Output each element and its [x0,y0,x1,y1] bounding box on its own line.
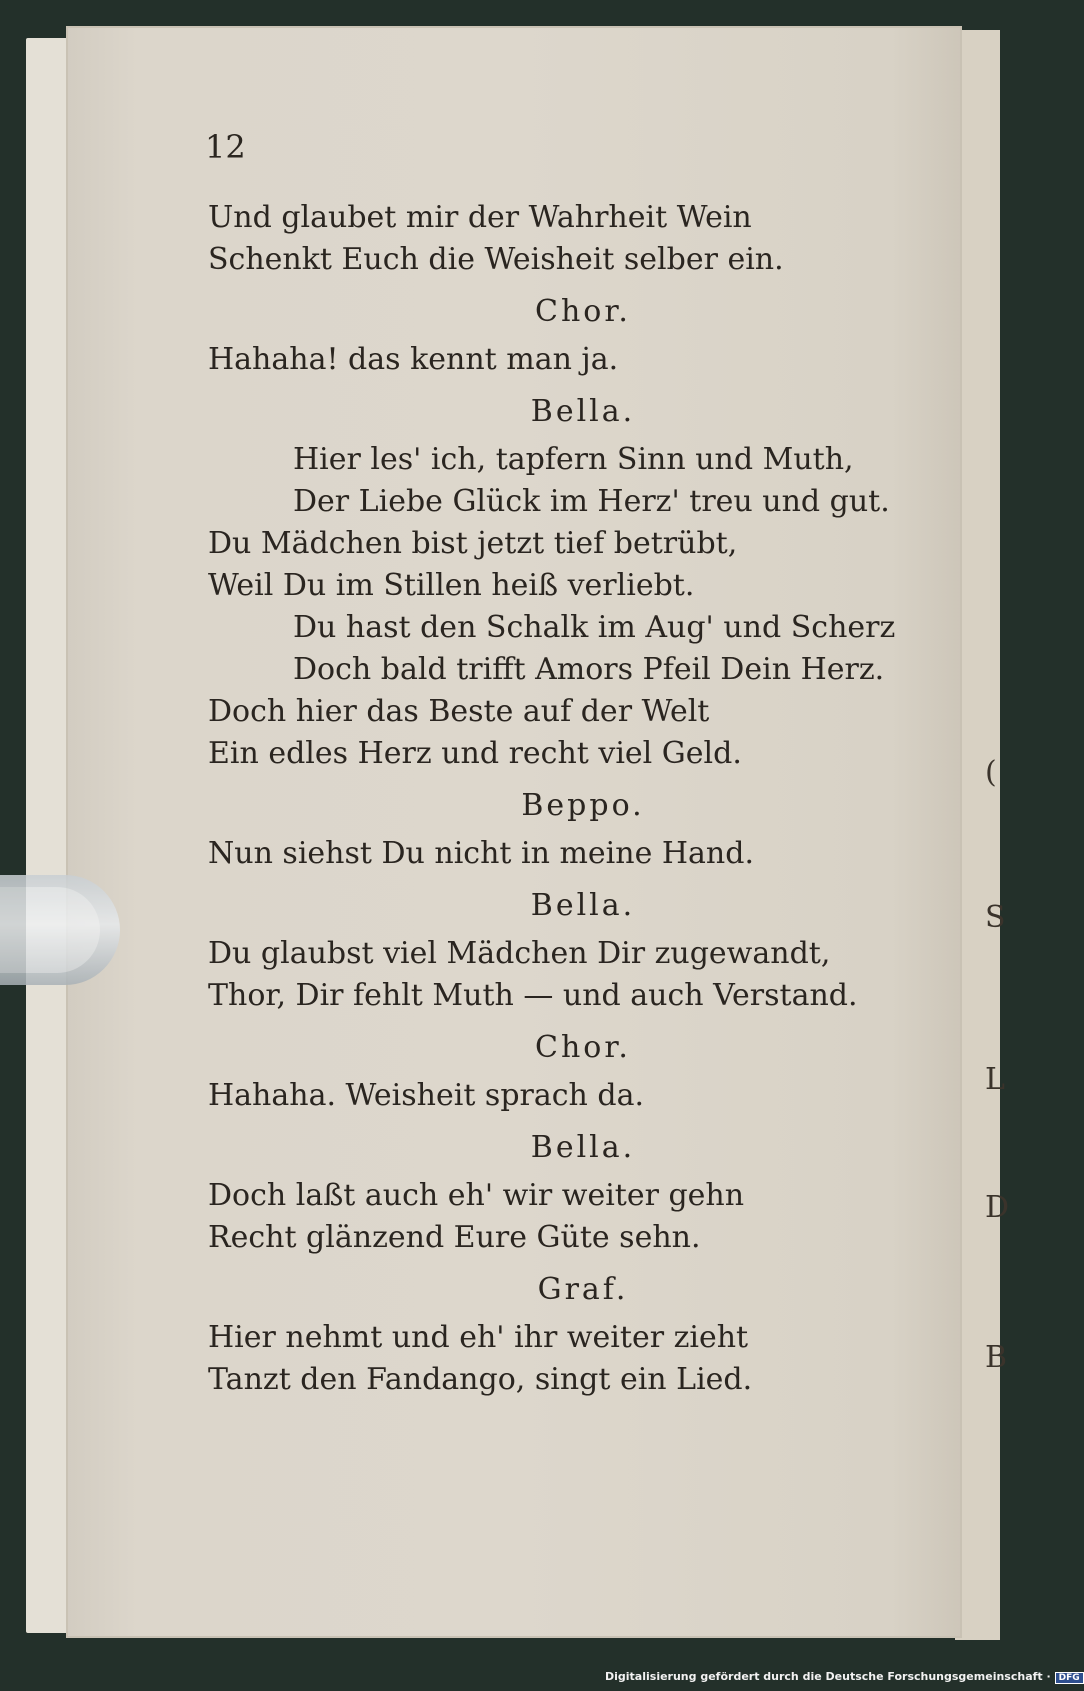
verse-line: Tanzt den Fandango, singt ein Lied. [208,1362,753,1397]
next-page-glyph: ( [985,755,997,790]
credit-text: Digitalisierung gefördert durch die Deutsche Forschungsgemeinschaft · [605,1670,1051,1683]
verse-line: Hier nehmt und eh' ihr weiter zieht [208,1320,749,1355]
verse-line: Hahaha! das kennt man ja. [208,342,619,377]
page-number: 12 [205,128,246,166]
verse-line: Du hast den Schalk im Aug' und Scherz [293,610,896,645]
verse-line: Thor, Dir fehlt Muth — und auch Verstand. [208,978,858,1013]
speaker-name: Bella. [530,394,636,429]
speaker-name: Graf. [537,1272,629,1307]
verse-line: Der Liebe Glück im Herz' treu und gut. [293,484,890,519]
verse-line: Ein edles Herz und recht viel Geld. [208,736,742,771]
speaker-name: Chor. [535,294,631,329]
dfg-logo: DFG [1055,1672,1084,1684]
speaker-name: Chor. [535,1030,631,1065]
verse-line: Schenkt Euch die Weisheit selber ein. [208,242,784,277]
verse-line: Und glaubet mir der Wahrheit Wein [208,200,752,235]
poem-text [208,196,928,1400]
speaker-name: Bella. [530,1130,636,1165]
next-page-glyph: D [985,1190,1010,1225]
next-page-glyph: S [985,900,1006,935]
verse-line: Hier les' ich, tapfern Sinn und Muth, [293,442,854,477]
verse-line: Doch hier das Beste auf der Welt [208,694,710,729]
verse-line: Doch laßt auch eh' wir weiter gehn [208,1178,745,1213]
next-page-glyph: L [985,1062,1005,1097]
digitization-credit [605,1670,1084,1684]
page-clip [0,875,120,985]
verse-line: Doch bald trifft Amors Pfeil Dein Herz. [293,652,885,687]
verse-line: Du Mädchen bist jetzt tief betrübt, [208,526,738,561]
verse-line: Du glaubst viel Mädchen Dir zugewandt, [208,936,831,971]
verse-line: Hahaha. Weisheit sprach da. [208,1078,645,1113]
speaker-name: Bella. [530,888,636,923]
verse-line: Weil Du im Stillen heiß verliebt. [208,568,695,603]
speaker-name: Beppo. [521,788,645,823]
verse-line: Nun siehst Du nicht in meine Hand. [208,836,754,871]
next-page-glyph: B [985,1340,1008,1375]
verse-line: Recht glänzend Eure Güte sehn. [208,1220,701,1255]
